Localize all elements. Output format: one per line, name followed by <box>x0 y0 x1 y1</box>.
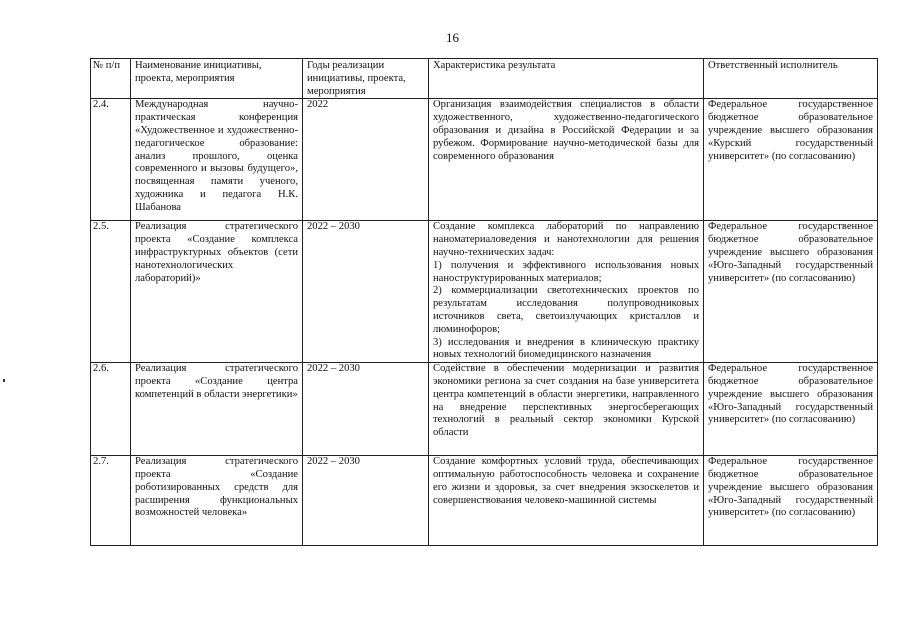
row-number: 2.5. <box>91 221 131 363</box>
row-years: 2022 – 2030 <box>303 221 429 363</box>
header-number: № п/п <box>91 59 131 99</box>
header-years: Годы реализации инициативы, проекта, мероприятия <box>303 59 429 99</box>
row-result: Создание комплекса лабораторий по направлению наноматериаловедения и нанотехнологии для решения научно-технических задач: 1) получения и эффективного использования новых наноструктурированных материалов; 2) коммерциализации светотехнических проектов по результатам исследования полупроводниковых источников света, светоизлучающих кристаллов и люминофоров; 3) исследования и внедрения в клиническую практику новых технологий биомедицинского назначения <box>429 221 704 363</box>
row-name: Международная научно-практическая конференция «Художественное и художественно-педагогическое образование: анализ прошлого, оценка современного и вызовы будущего», посвященная памяти ученого, художника и педагога Н.К. Шабанова <box>131 99 303 221</box>
page-number: 16 <box>446 30 459 45</box>
header-name: Наименование инициативы, проекта, мероприятия <box>131 59 303 99</box>
table-row <box>91 456 878 546</box>
row-years: 2022 – 2030 <box>303 363 429 456</box>
row-name: Реализация стратегического проекта «Создание роботизированных средств для расширения функциональных возможностей человека» <box>131 456 303 546</box>
table-body <box>91 99 878 546</box>
row-name: Реализация стратегического проекта «Создание центра компетенций в области энергетики» <box>131 363 303 456</box>
row-number: 2.7. <box>91 456 131 546</box>
row-name: Реализация стратегического проекта «Создание комплекса инфраструктурных объектов (сети нанотехнологических лабораторий)» <box>131 221 303 363</box>
row-number: 2.4. <box>91 99 131 221</box>
header-result: Характеристика результата <box>429 59 704 99</box>
row-executor: Федеральное государственное бюджетное образовательное учреждение высшего образования «Юго-Западный государственный университет» (по согласованию) <box>704 456 878 546</box>
table-row <box>91 221 878 363</box>
header-executor: Ответственный исполнитель <box>704 59 878 99</box>
table-row <box>91 363 878 456</box>
table-row <box>91 99 878 221</box>
row-executor: Федеральное государственное бюджетное образовательное учреждение высшего образования «Юго-Западный государственный университет» (по согласованию) <box>704 363 878 456</box>
row-result: Организация взаимодействия специалистов в области художественного, художественно-педагогического образования и дизайна в Российской Федерации и за рубежом. Формирование научно-методической базы для современного образования <box>429 99 704 221</box>
scan-mark <box>3 379 5 382</box>
row-number: 2.6. <box>91 363 131 456</box>
table-header-row <box>91 59 878 99</box>
row-result: Содействие в обеспечении модернизации и развития экономики региона за счет создания на базе университета центра компетенций в области энергетики, направленного на внедрение перспективных энергосберегающих технологий в реальный сектор экономики Курской области <box>429 363 704 456</box>
row-result: Создание комфортных условий труда, обеспечивающих оптимальную работоспособность человека и сохранение его жизни и здоровья, за счет внедрения экзоскелетов и совершенствования человеко-машинной системы <box>429 456 704 546</box>
row-executor: Федеральное государственное бюджетное образовательное учреждение высшего образования «Юго-Западный государственный университет» (по согласованию) <box>704 221 878 363</box>
row-executor: Федеральное государственное бюджетное образовательное учреждение высшего образования «Курский государственный университет» (по согласованию) <box>704 99 878 221</box>
initiatives-table <box>90 58 878 546</box>
row-years: 2022 <box>303 99 429 221</box>
row-years: 2022 – 2030 <box>303 456 429 546</box>
